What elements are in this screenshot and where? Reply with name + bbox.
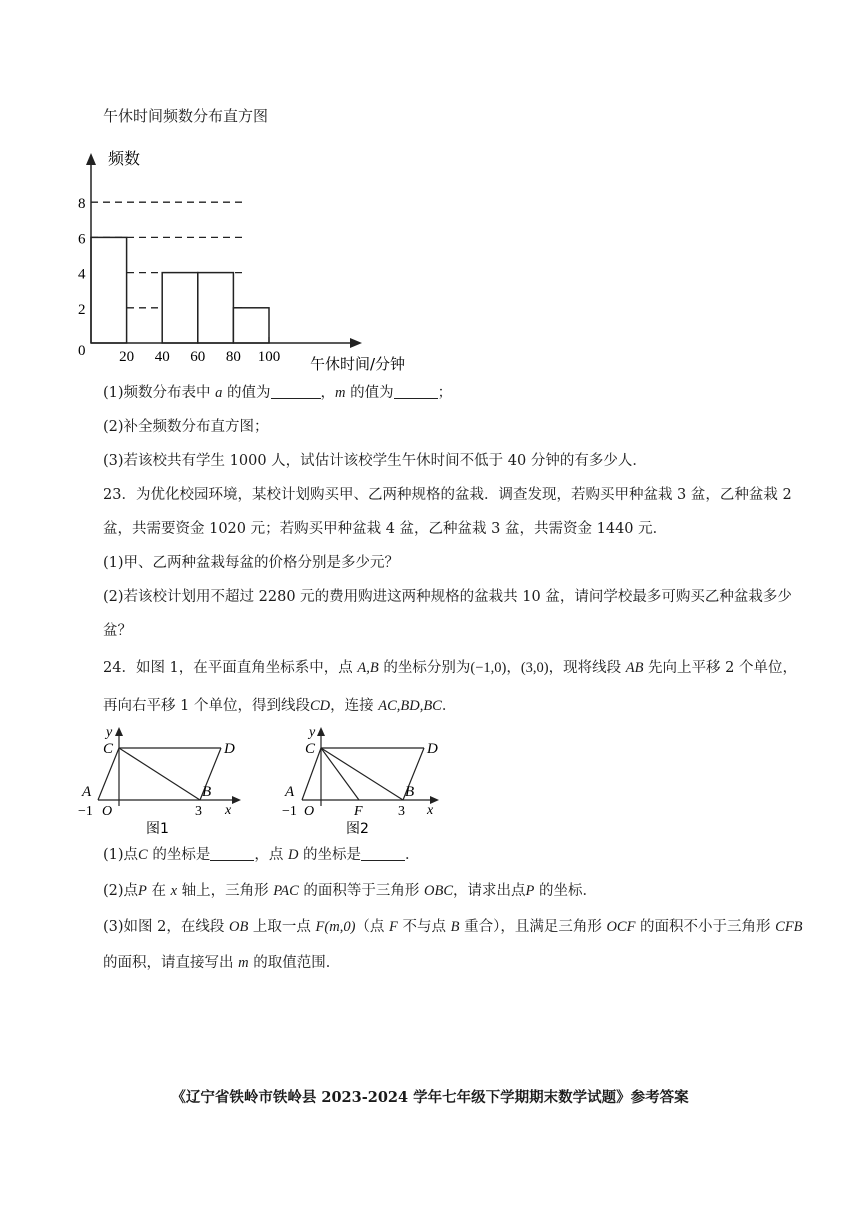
q22-part1-text-d: 的值为 — [345, 385, 394, 401]
point-f-m0: F(m,0) — [315, 919, 356, 935]
histogram-bar-40-60 — [162, 273, 198, 343]
y-tick-8: 8 — [78, 196, 86, 213]
y-tick-4: 4 — [78, 266, 86, 283]
fig2-label-neg1: −1 — [282, 804, 297, 819]
q22-part1-text-e: ； — [437, 385, 453, 401]
q24-stem-line2 — [103, 696, 456, 716]
q23-part1: (1)甲、乙两种盆栽每盆的价格分别是多少元？ — [103, 555, 400, 571]
point-b: B — [450, 919, 460, 935]
q24-text-b: 的坐标分别为 — [378, 660, 471, 676]
point-d: D — [287, 847, 299, 863]
triangle-obc: OBC — [424, 883, 454, 899]
fig2-caption: 图2 — [346, 821, 369, 837]
x-tick-40: 40 — [154, 349, 170, 365]
histogram-bar-60-80 — [198, 273, 234, 343]
fig1-label-c: C — [103, 741, 114, 757]
q24-text-f: ，连接 — [330, 698, 379, 714]
origin-label: 0 — [78, 343, 86, 359]
q24-part2 — [103, 881, 597, 901]
q24-part3-text-c: （点 — [355, 919, 390, 935]
x-tick-60: 60 — [190, 349, 206, 365]
fig2-label-3: 3 — [398, 804, 405, 819]
q24-part2-text-b: 在 — [146, 883, 171, 899]
answer-key-title: 《辽宁省铁岭市铁岭县 2023-2024 学年七年级下学期期末数学试题》参考答案 — [171, 1089, 689, 1106]
q24-part3-line2 — [103, 953, 340, 973]
q24-part2-text-a: (2)点 — [103, 883, 139, 899]
fig1-label-o: O — [102, 804, 113, 819]
fig2-label-y: y — [309, 725, 316, 740]
answer-blank-d[interactable] — [361, 860, 405, 861]
histogram-bar-0-20 — [91, 237, 127, 343]
x-tick-100: 100 — [257, 349, 281, 365]
points-ab: A,B — [357, 660, 379, 676]
segment-cd: CD — [309, 698, 331, 714]
fig1-label-neg1: −1 — [78, 804, 93, 819]
fig1-segment-bc — [119, 748, 200, 800]
var-m-range: m — [238, 955, 249, 971]
fig2-label-a: A — [285, 784, 295, 800]
fig2-segment-cf — [321, 748, 359, 800]
answer-blank-a[interactable] — [271, 398, 321, 399]
q23-part2-line2: 盆？ — [103, 623, 132, 639]
q24-part3-text-h: 的取值范围． — [248, 955, 341, 971]
q22-part3: (3)若该校共有学生 1000 人，试估计该校学生午休时间不低于 40 分钟的有多少人． — [103, 453, 647, 469]
q24-text-g: ． — [441, 698, 457, 714]
segment-ob: OB — [228, 919, 249, 935]
q24-part1 — [103, 845, 420, 865]
point-c: C — [138, 847, 148, 863]
x-axis-label: 午休时间/分钟 — [310, 355, 406, 373]
q24-text-c: ，现将线段 — [548, 660, 626, 676]
triangle-ocf: OCF — [606, 919, 636, 935]
figure-2 — [282, 720, 452, 838]
q24-part3-text-g: 的面积，请直接写出 — [103, 955, 239, 971]
q24-part1-text-d: 的坐标是 — [298, 847, 362, 863]
y-tick-labels — [78, 196, 86, 318]
point-f: F — [389, 919, 398, 935]
triangle-pac: PAC — [273, 883, 299, 899]
answer-blank-m[interactable] — [394, 398, 438, 399]
q24-part3-text-b: 上取一点 — [248, 919, 316, 935]
q24-part3-line1 — [103, 917, 803, 937]
fig1-label-d: D — [224, 741, 235, 757]
x-tick-labels — [119, 349, 280, 365]
q23-part2-line1: (2)若该校计划用不超过 2280 元的费用购进这两种规格的盆栽共 10 盆，请问学校最多可购买乙种盆栽多少 — [103, 589, 792, 605]
segments-ac-bd-bc: AC,BD,BC — [378, 698, 442, 714]
fig2-label-f: F — [354, 804, 363, 819]
fig2-label-o: O — [304, 804, 315, 819]
fig1-x-arrow — [232, 796, 241, 804]
q22-part1 — [103, 383, 452, 403]
x-axis-arrow — [350, 338, 362, 348]
fig1-label-b: B — [202, 784, 212, 800]
q23-stem-line1: 23．为优化校园环境，某校计划购买甲、乙两种规格的盆栽．调查发现，若购买甲种盆栽 3 盆，乙种盆栽 2 — [103, 487, 792, 503]
histogram-bars — [91, 237, 269, 343]
q24-part3-text-d: 不与点 — [397, 919, 451, 935]
fig1-label-y: y — [106, 725, 113, 740]
y-axis-arrow — [86, 153, 96, 165]
q24-part1-text-e: ． — [405, 847, 420, 863]
segment-ab: AB — [625, 660, 644, 676]
x-tick-80: 80 — [225, 349, 241, 365]
answer-blank-c[interactable] — [210, 860, 254, 861]
q22-part1-text-c: ， — [320, 385, 336, 401]
fig1-y-arrow — [115, 727, 123, 736]
fig1-label-3: 3 — [195, 804, 202, 819]
coord-b: (3,0) — [520, 660, 549, 676]
coord-a: (−1,0) — [470, 660, 507, 676]
q24-part3-text-f: 的面积不小于三角形 — [635, 919, 776, 935]
q24-part2-text-f: 的坐标． — [534, 883, 597, 899]
y-axis-label: 频数 — [108, 149, 141, 168]
fig2-label-c: C — [305, 741, 316, 757]
histogram-title: 午休时间频数分布直方图 — [103, 107, 269, 125]
q22-part1-text-a: (1)频数分布表中 — [103, 385, 216, 401]
q24-part2-text-d: 的面积等于三角形 — [298, 883, 425, 899]
y-tick-2: 2 — [78, 301, 86, 318]
fig1-label-x: x — [225, 803, 232, 818]
q24-part2-text-e: ，请求出点 — [453, 883, 526, 899]
q24-part2-text-c: 轴上，三角形 — [177, 883, 274, 899]
frequency-histogram — [70, 145, 406, 373]
fig2-label-x: x — [427, 803, 434, 818]
histogram-bar-80-100 — [233, 308, 269, 343]
q22-part1-text-b: 的值为 — [222, 385, 271, 401]
q24-text-a: 24．如图 1，在平面直角坐标系中，点 — [103, 660, 358, 676]
figure-1 — [78, 720, 248, 838]
fig2-label-b: B — [405, 784, 415, 800]
y-tick-6: 6 — [78, 231, 86, 248]
fig1-label-a: A — [82, 784, 92, 800]
q24-sep: ， — [506, 660, 521, 676]
fig2-label-d: D — [427, 741, 438, 757]
fig2-y-arrow — [317, 727, 325, 736]
point-p-2: P — [525, 883, 535, 899]
point-p: P — [138, 883, 147, 899]
q24-text-d: 先向上平移 2 个单位， — [643, 660, 798, 676]
q22-part2: (2)补全频数分布直方图； — [103, 419, 269, 435]
q24-text-e: 再向右平移 1 个单位，得到线段 — [103, 698, 310, 714]
fig1-caption: 图1 — [146, 821, 169, 837]
var-m: m — [335, 385, 346, 401]
x-axis-var: x — [170, 883, 178, 899]
x-tick-20: 20 — [119, 349, 135, 365]
var-a: a — [215, 385, 223, 401]
q24-part1-text-c: ，点 — [254, 847, 288, 863]
q24-part1-text-b: 的坐标是 — [147, 847, 211, 863]
triangle-cfb: CFB — [775, 919, 803, 935]
fig2-segment-bc — [321, 748, 403, 800]
q24-part3-text-e: 重合），且满足三角形 — [459, 919, 607, 935]
q24-part1-text-a: (1)点 — [103, 847, 139, 863]
q24-part3-text-a: (3)如图 2，在线段 — [103, 919, 229, 935]
q24-stem-line1 — [103, 658, 797, 678]
q23-stem-line2: 盆，共需要资金 1020 元；若购买甲种盆栽 4 盆，乙种盆栽 3 盆，共需资金 1440 元． — [103, 521, 668, 537]
